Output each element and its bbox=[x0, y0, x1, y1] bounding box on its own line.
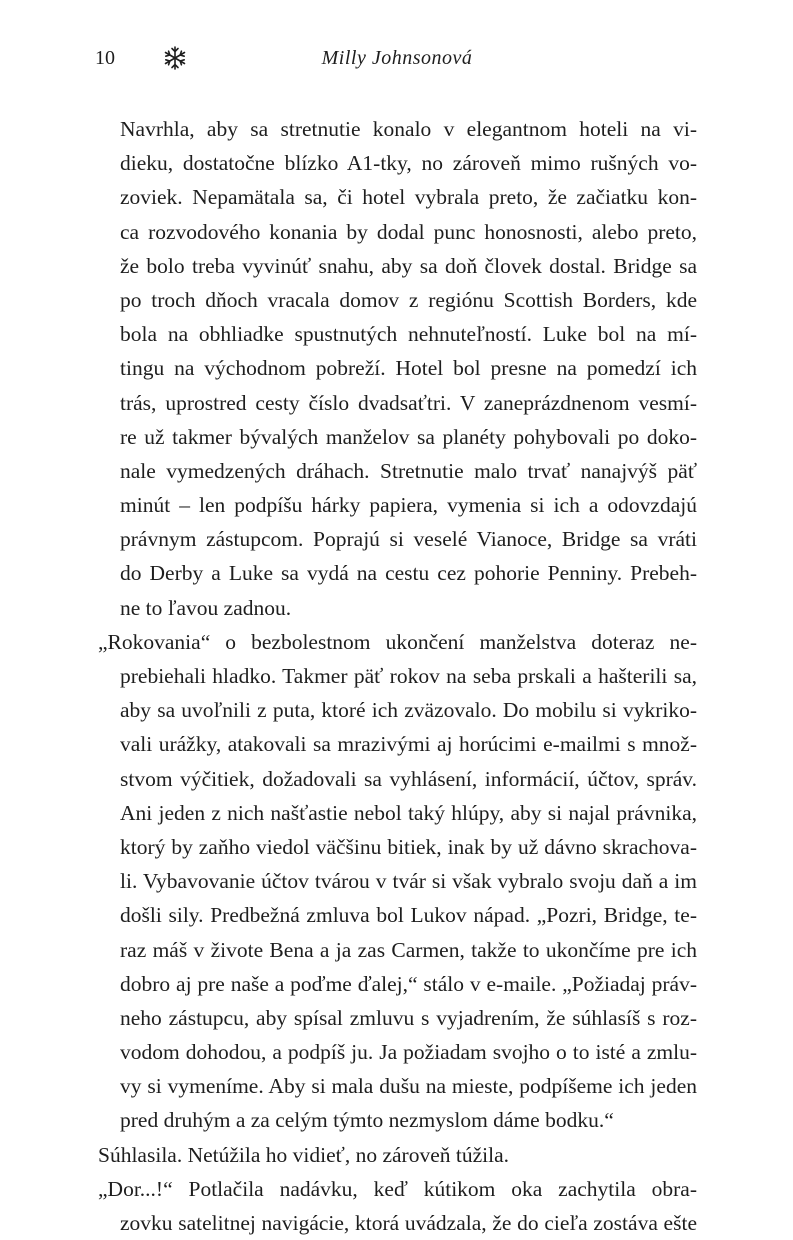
text-line: ne to ľavou zadnou. bbox=[120, 595, 292, 620]
text-line: Navrhla, aby sa stretnutie konalo v elegantnom hoteli na vi- bbox=[120, 117, 697, 141]
text-line: dieku, dostatočne blízko A1-tky, no zároveň mimo rušných vo- bbox=[120, 151, 697, 176]
running-head bbox=[95, 45, 699, 77]
text-line: bola na obhliadke spustnutých nehnuteľností. Luke bol na mí- bbox=[120, 322, 697, 347]
text-line: stvom výčitiek, dožadovali sa vyhlásení, informácií, účtov, správ. bbox=[120, 766, 697, 791]
paragraph-4 bbox=[98, 1172, 697, 1240]
text-line: raz máš v živote Bena a ja zas Carmen, takže to ukončíme pre ich bbox=[120, 937, 697, 962]
page-number: 10 bbox=[95, 47, 115, 69]
paragraph-1 bbox=[120, 112, 697, 625]
text-line: ca rozvodového konania by dodal punc honosnosti, alebo preto, bbox=[120, 219, 697, 244]
text-line: minút – len podpíšu hárky papiera, vymenia si ich a odovzdajú bbox=[120, 493, 697, 518]
text-line: ktorý by zaňho viedol väčšinu bitiek, inak by už dávno skrachova- bbox=[120, 834, 697, 859]
text-line: pred druhým a za celým týmto nezmyslom dáme bodku.“ bbox=[120, 1108, 614, 1133]
text-line: Ani jeden z nich našťastie nebol taký hlúpy, aby si najal právnika, bbox=[120, 800, 697, 825]
text-line: „Dor...!“ Potlačila nadávku, keď kútikom oka zachytila obra- bbox=[98, 1176, 697, 1201]
text-line: tingu na východnom pobreží. Hotel bol presne na pomedzí ich bbox=[120, 356, 697, 381]
text-line: neho zástupcu, aby spísal zmluvu s vyjadrením, že súhlasíš s roz- bbox=[120, 1005, 697, 1030]
text-line: dobro aj pre naše a poďme ďalej,“ stálo v e-maile. „Požiadaj práv- bbox=[120, 971, 697, 996]
text-line: vodom dohodou, a podpíš ju. Ja požiadam svojho o to isté a zmlu- bbox=[120, 1040, 697, 1065]
paragraph-3 bbox=[98, 1138, 697, 1172]
text-line: zoviek. Nepamätala sa, či hotel vybrala preto, že začiatku kon- bbox=[120, 185, 697, 210]
text-line: Súhlasila. Netúžila ho vidieť, no zároveň túžila. bbox=[98, 1142, 509, 1167]
text-line: vy si vymeníme. Aby si mala dušu na mieste, podpíšeme ich jeden bbox=[120, 1074, 697, 1099]
text-line: nale vymedzených dráhach. Stretnutie malo trvať nanajvýš päť bbox=[120, 458, 697, 483]
text-line: právnym zástupcom. Poprajú si veselé Vianoce, Bridge sa vráti bbox=[120, 527, 697, 552]
text-line: zovku satelitnej navigácie, ktorá uvádzala, že do cieľa zostáva ešte bbox=[120, 1211, 697, 1235]
text-line: došli sily. Predbežná zmluva bol Lukov nápad. „Pozri, Bridge, te- bbox=[120, 903, 697, 928]
body-text bbox=[98, 112, 697, 1240]
text-line: li. Vybavovanie účtov tvárou v tvár si však vybralo svoju daň a im bbox=[120, 869, 697, 894]
running-title: Milly Johnsonová bbox=[321, 47, 473, 69]
text-line: „Rokovania“ o bezbolestnom ukončení manželstva doteraz ne- bbox=[98, 629, 697, 654]
text-line: aby sa uvoľnili z puta, ktoré ich zväzovalo. Do mobilu si vykriko- bbox=[120, 698, 697, 723]
text-line: re už takmer bývalých manželov sa planéty pohybovali po doko- bbox=[120, 424, 697, 449]
text-line: že bolo treba vyvinúť snahu, aby sa doň človek dostal. Bridge sa bbox=[120, 253, 697, 278]
text-line: vali urážky, atakovali sa mrazivými aj horúcimi e-mailmi s množ- bbox=[120, 732, 697, 757]
paragraph-2 bbox=[98, 625, 697, 1138]
text-line: do Derby a Luke sa vydá na cestu cez pohorie Penniny. Prebeh- bbox=[120, 561, 697, 586]
text-line: prebiehali hladko. Takmer päť rokov na seba prskali a hašterili sa, bbox=[120, 664, 697, 688]
text-line: trás, uprostred cesty číslo dvadsaťtri. V zaneprázdnenom vesmí- bbox=[120, 390, 697, 415]
text-line: po troch dňoch vracala domov z regiónu Scottish Borders, kde bbox=[120, 287, 697, 312]
